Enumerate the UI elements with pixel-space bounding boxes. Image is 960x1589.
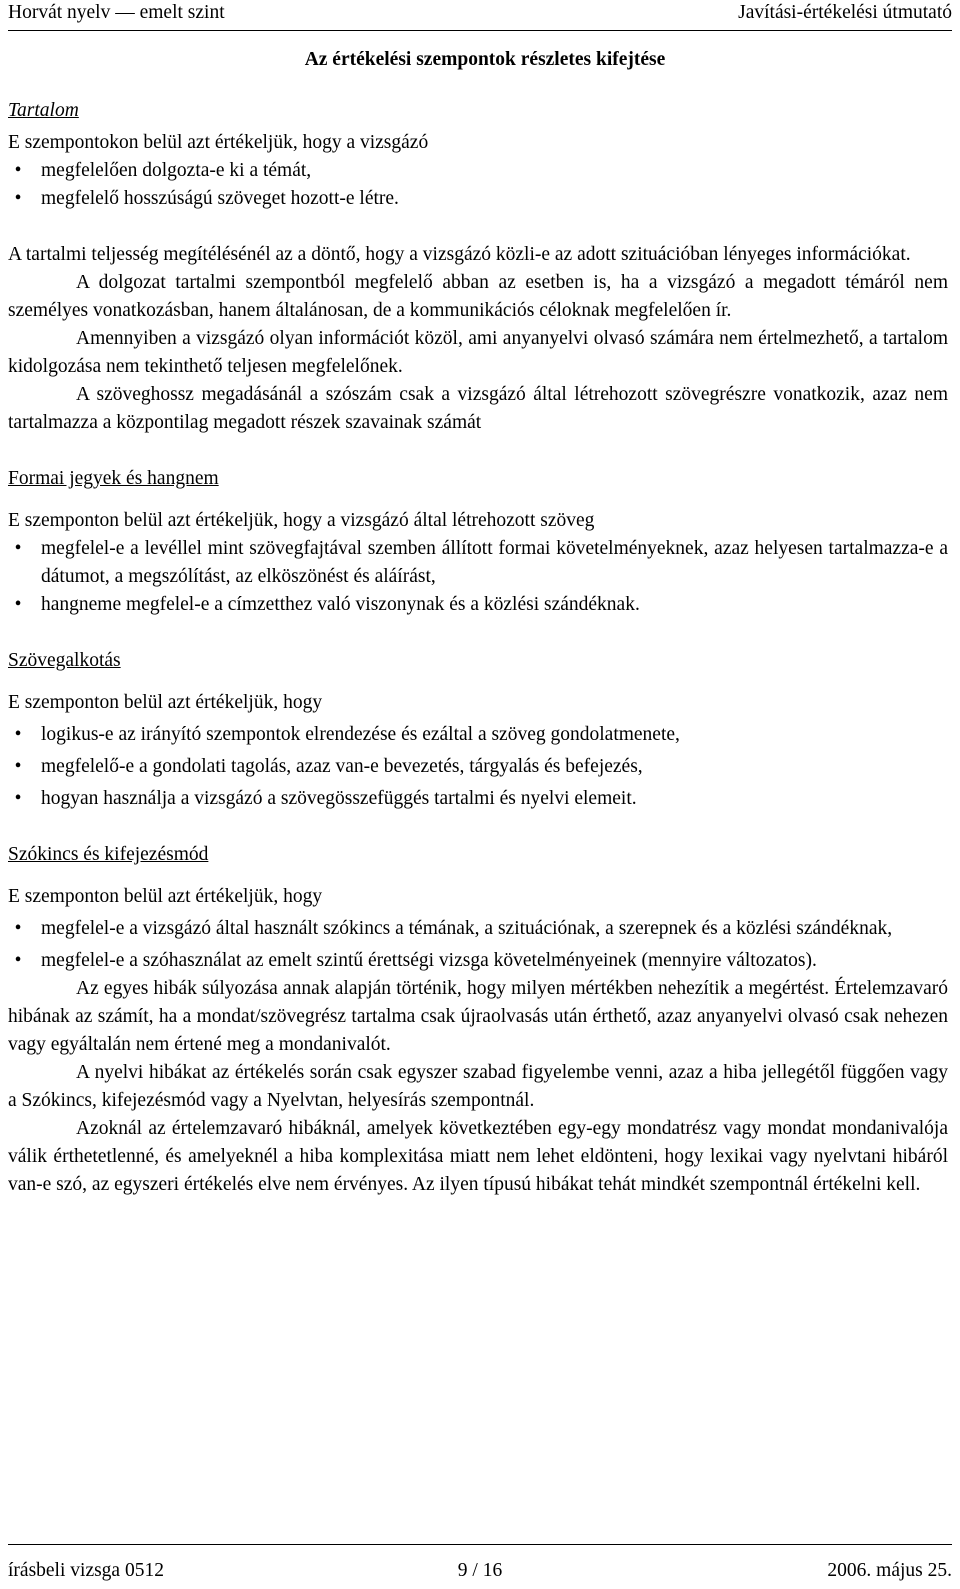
list-item: [8, 947, 948, 975]
list-item: [8, 157, 948, 185]
list-item-text: hangneme megfelel-e a címzetthez való viszonynak és a közlési szándéknak.: [41, 594, 640, 615]
list-item: [8, 753, 948, 781]
bullet-icon: •: [14, 756, 22, 777]
bullet-list: [8, 915, 948, 975]
paragraph: E szemponton belül azt értékeljük, hogy: [8, 886, 323, 907]
paragraph: A szöveghossz megadásánál a szószám csak a vizsgázó által létrehozott szövegrészre vonatkozik, azaz nem tartalmazza a központilag megadott részek szavainak számát: [8, 384, 948, 433]
list-item: [8, 535, 948, 591]
paragraph: Az egyes hibák súlyozása annak alapján történik, hogy milyen mértékben nehezítik a megértést. Értelemzavaró hibának az számít, ha a mondat/szövegrész tartalma csak újraolvasás után érthető, azaz anyanyelvi olvasó csak nehezen vagy egyáltalán nem értené meg a mondanivalót.: [8, 978, 948, 1055]
bullet-list: [8, 157, 948, 213]
paragraph: E szemponton belül azt értékeljük, hogy: [8, 692, 323, 713]
footer-left: írásbeli vizsga 0512: [8, 1560, 164, 1581]
section-heading-szokincs: Szókincs és kifejezésmód: [8, 844, 209, 865]
header-right: Javítási-értékelési útmutató: [738, 2, 952, 23]
list-item-text: megfelel-e a szóhasználat az emelt szintű érettségi vizsga követelményeinek (mennyire változatos).: [41, 950, 817, 971]
list-item-text: hogyan használja a vizsgázó a szövegösszefüggés tartalmi és nyelvi elemeit.: [41, 788, 637, 809]
paragraph: Azoknál az értelemzavaró hibáknál, amelyek következtében egy-egy mondatrész vagy mondat mondanivalója válik érthetetlenné, és amelyeknél a hiba komplexitása miatt nem lehet eldönteni, hogy lexikai vagy nyelvtani hibáról van-e szó, az egyszeri értékelés elve nem érvényes. Az ilyen típusú hibákat tehát mindkét szempontnál értékelni kell.: [8, 1118, 948, 1195]
bullet-icon: •: [14, 918, 22, 939]
paragraph: E szemponton belül azt értékeljük, hogy a vizsgázó által létrehozott szöveg: [8, 510, 595, 531]
list-item-text: megfelelő hosszúságú szöveget hozott-e létre.: [41, 188, 399, 209]
section-szovegalkotas: [8, 647, 948, 813]
section-formai: [8, 465, 948, 619]
footer-date: 2006. május 25.: [827, 1560, 952, 1581]
section-szokincs: [8, 841, 948, 1199]
paragraph: Amennyiben a vizsgázó olyan információt közöl, ami anyanyelvi olvasó számára nem értelmezhető, a tartalom kidolgozása nem tekinthető teljesen megfelelőnek.: [8, 328, 948, 377]
bullet-list: [8, 721, 948, 813]
bullet-icon: •: [14, 594, 22, 615]
paragraph: A tartalmi teljesség megítélésénél az a döntő, hogy a vizsgázó közli-e az adott szituációban lényeges információkat.: [8, 244, 911, 265]
list-item-text: megfelelően dolgozta-e ki a témát,: [41, 160, 312, 181]
page-number: 9 / 16: [457, 1560, 503, 1581]
page-footer: [8, 1544, 952, 1585]
bullet-icon: •: [14, 724, 22, 745]
list-item: [8, 785, 948, 813]
paragraph: E szempontokon belül azt értékeljük, hogy a vizsgázó: [8, 132, 429, 153]
bullet-list: [8, 535, 948, 619]
list-item: [8, 185, 948, 213]
main-content: [8, 97, 948, 1199]
paragraph: A nyelvi hibákat az értékelés során csak egyszer szabad figyelembe venni, azaz a hiba jellegétől függően vagy a Szókincs, kifejezésmód vagy a Nyelvtan, helyesírás szempontnál.: [8, 1062, 948, 1111]
list-item-text: megfelelő-e a gondolati tagolás, azaz van-e bevezetés, tárgyalás és befejezés,: [41, 756, 643, 777]
section-tartalom: [8, 97, 948, 437]
section-heading-formai: Formai jegyek és hangnem: [8, 468, 219, 489]
list-item-text: megfelel-e a vizsgázó által használt szókincs a témának, a szituációnak, a szerepnek és a közlési szándéknak,: [41, 918, 893, 939]
section-heading-tartalom: Tartalom: [8, 100, 79, 121]
list-item: [8, 915, 948, 943]
bullet-icon: •: [14, 538, 22, 559]
bullet-icon: •: [14, 950, 22, 971]
bullet-icon: •: [14, 160, 22, 181]
list-item-text: megfelel-e a levéllel mint szövegfajtával szemben állított formai követelményeknek, azaz helyesen tartalmazza-e a dátumot, a megszólítást, az elköszönést és aláírást,: [41, 538, 948, 587]
header-left: Horvát nyelv — emelt szint: [8, 2, 225, 23]
page-header: [8, 0, 952, 31]
section-heading-szovegalkotas: Szövegalkotás: [8, 650, 121, 671]
page-title: Az értékelési szempontok részletes kifejtése: [304, 49, 666, 70]
list-item: [8, 591, 948, 619]
paragraph: A dolgozat tartalmi szempontból megfelelő abban az esetben is, ha a vizsgázó a megadott témáról nem személyes vonatkozásban, hanem általánosan, de a kommunikációs céloknak megfelelően ír.: [8, 272, 948, 321]
bullet-icon: •: [14, 188, 22, 209]
bullet-icon: •: [14, 788, 22, 809]
list-item-text: logikus-e az irányító szempontok elrendezése és ezáltal a szöveg gondolatmenete,: [41, 724, 680, 745]
list-item: [8, 721, 948, 749]
